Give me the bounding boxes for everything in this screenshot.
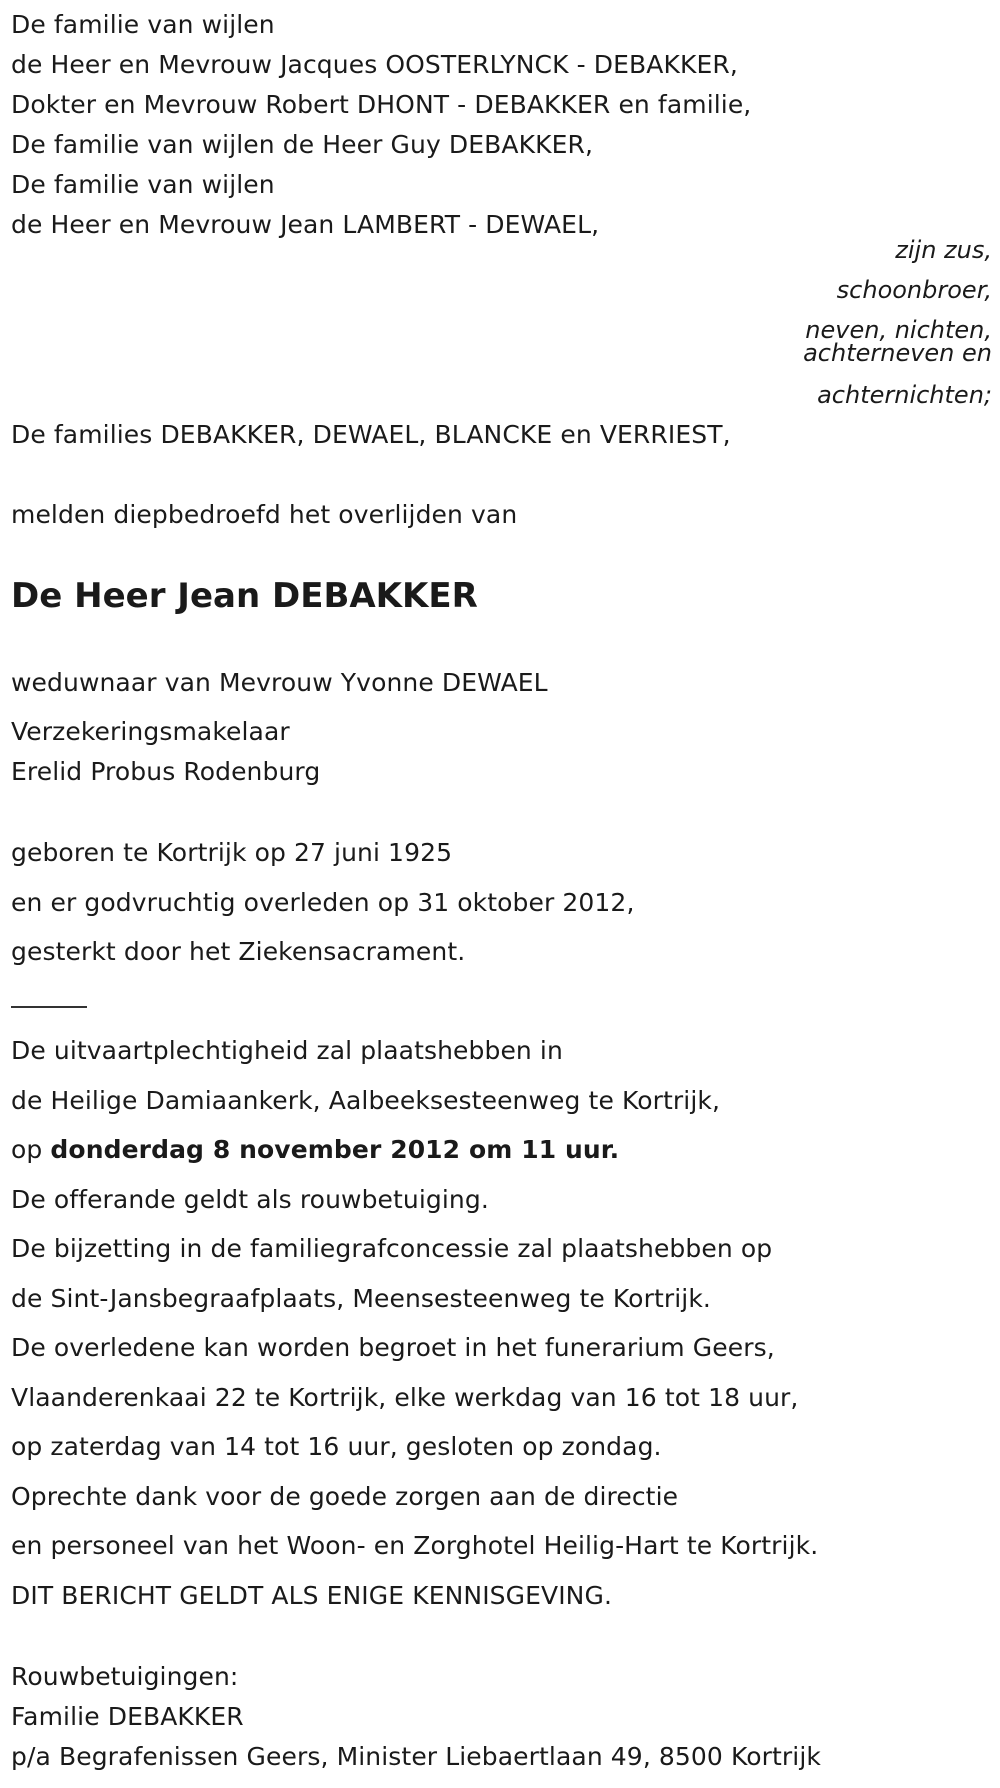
notice-line: DIT BERICHT GELDT ALS ENIGE KENNISGEVING. (11, 1581, 612, 1610)
visit-line-3: op zaterdag van 14 tot 16 uur, gesloten op zondag. (11, 1432, 662, 1461)
offering-line: De offerande geldt als rouwbetuiging. (11, 1185, 489, 1214)
thanks-line-1: Oprechte dank voor de goede zorgen aan de directie (11, 1482, 679, 1511)
other-families: De families DEBAKKER, DEWAEL, BLANCKE en VERRIEST, (11, 420, 731, 449)
deceased-name: De Heer Jean DEBAKKER (11, 576, 478, 616)
funeral-line-2: de Heilige Damiaankerk, Aalbeeksesteenweg te Kortrijk, (11, 1086, 720, 1115)
announcement: melden diepbedroefd het overlijden van (11, 500, 518, 529)
family-line-5: De familie van wijlen (11, 170, 275, 199)
relation-brother-in-law: schoonbroer, (836, 276, 992, 304)
died-line: en er godvruchtig overleden op 31 oktober 2012, (11, 888, 635, 917)
family-line-3: Dokter en Mevrouw Robert DHONT - DEBAKKER en familie, (11, 90, 752, 119)
condolences-name: Familie DEBAKKER (11, 1702, 244, 1731)
family-line-4: De familie van wijlen de Heer Guy DEBAKKER, (11, 130, 594, 159)
family-line-6: de Heer en Mevrouw Jean LAMBERT - DEWAEL, (11, 210, 600, 239)
membership-line: Erelid Probus Rodenburg (11, 757, 321, 786)
sacrament-line: gesterkt door het Ziekensacrament. (11, 937, 466, 966)
thanks-line-2: en personeel van het Woon- en Zorghotel Heilig-Hart te Kortrijk. (11, 1531, 819, 1560)
divider (11, 1006, 87, 1008)
funeral-date-prefix: op (11, 1135, 51, 1164)
profession-line: Verzekeringsmakelaar (11, 717, 290, 746)
family-line-2: de Heer en Mevrouw Jacques OOSTERLYNCK - DEBAKKER, (11, 50, 738, 79)
condolences-address: p/a Begrafenissen Geers, Minister Liebaertlaan 49, 8500 Kortrijk (11, 1742, 821, 1771)
born-line: geboren te Kortrijk op 27 juni 1925 (11, 838, 453, 867)
relation-sister: zijn zus, (895, 236, 992, 264)
widower-line: weduwnaar van Mevrouw Yvonne DEWAEL (11, 668, 548, 697)
condolences-label: Rouwbetuigingen: (11, 1662, 239, 1691)
burial-line-1: De bijzetting in de familiegrafconcessie zal plaatshebben op (11, 1234, 773, 1263)
visit-line-2: Vlaanderenkaai 22 te Kortrijk, elke werkdag van 16 tot 18 uur, (11, 1383, 799, 1412)
relation-cousins: neven, nichten, (805, 316, 992, 344)
funeral-line-1: De uitvaartplechtigheid zal plaatshebben in (11, 1036, 563, 1065)
relation-great-nephews: achterneven en (803, 339, 992, 367)
relation-great-nieces: achternichten; (817, 381, 992, 409)
burial-line-2: de Sint-Jansbegraafplaats, Meensesteenweg te Kortrijk. (11, 1284, 711, 1313)
family-line-1: De familie van wijlen (11, 10, 275, 39)
funeral-date-line (11, 1135, 619, 1165)
visit-line-1: De overledene kan worden begroet in het funerarium Geers, (11, 1333, 775, 1362)
funeral-date: donderdag 8 november 2012 om 11 uur. (50, 1135, 620, 1164)
